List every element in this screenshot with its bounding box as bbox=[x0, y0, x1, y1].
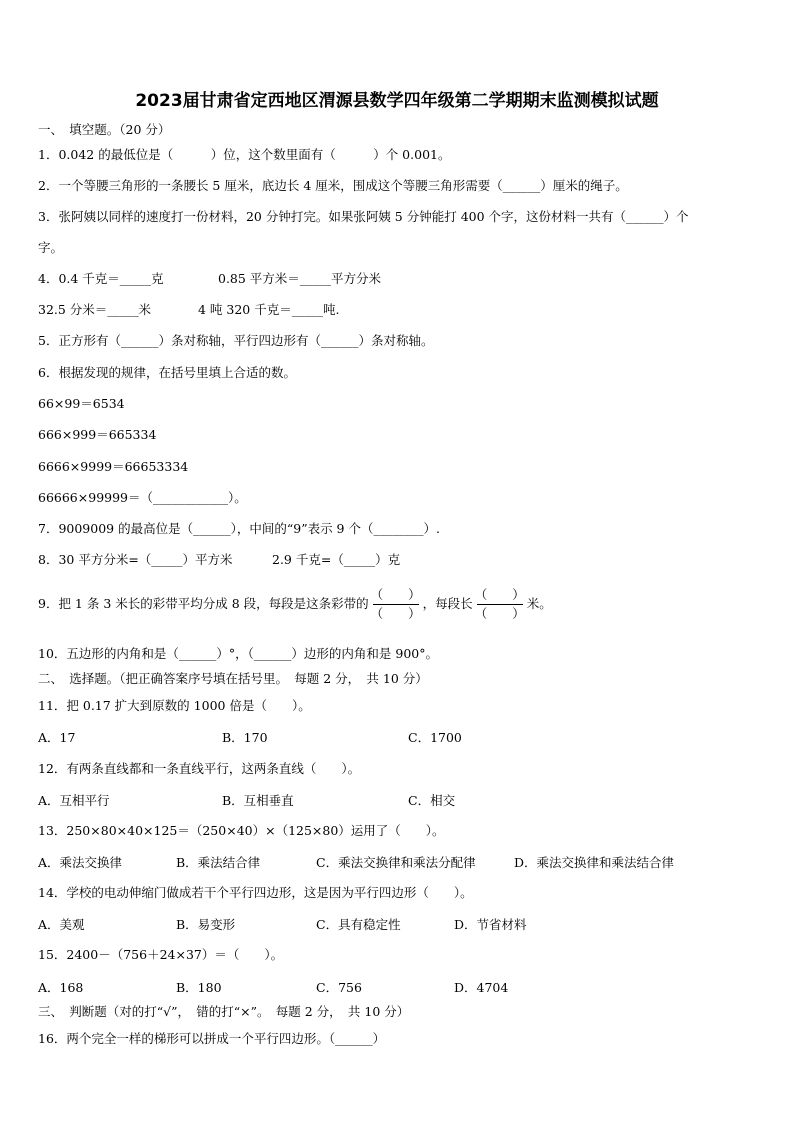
question-8-part-b: 2.9 千克=（_____）克 bbox=[272, 552, 401, 567]
question-10: 10．五边形的内角和是（______）°，（______）边形的内角和是 900°。 bbox=[38, 646, 438, 661]
question-9-text-b: ，每段长 bbox=[422, 596, 473, 611]
option-d: D．节省材料 bbox=[454, 917, 527, 932]
option-b: B．180 bbox=[176, 980, 222, 995]
question-16: 16．两个完全一样的梯形可以拼成一个平行四边形。（______） bbox=[38, 1031, 386, 1046]
question-9-text-a: 9．把 1 条 3 米长的彩带平均分成 8 段，每段是这条彩带的 bbox=[38, 596, 369, 611]
question-6-pattern-4: 66666×99999＝（____________）。 bbox=[38, 490, 247, 505]
section-fill-blank-heading: 一、 填空题。（20 分） bbox=[38, 122, 171, 137]
fraction-blank bbox=[371, 586, 421, 623]
question-2: 2．一个等腰三角形的一条腰长 5 厘米，底边长 4 厘米，围成这个等腰三角形需要（______）厘米的绳子。 bbox=[38, 178, 628, 193]
option-b: B．易变形 bbox=[176, 917, 236, 932]
question-4-part-a: 4．0.4 千克＝_____克 bbox=[38, 271, 164, 286]
option-c: C．乘法交换律和乘法分配律 bbox=[316, 855, 476, 870]
question-4-part-d: 4 吨 320 千克＝_____吨. bbox=[198, 302, 340, 317]
question-6: 6．根据发现的规律，在括号里填上合适的数。 bbox=[38, 365, 296, 380]
question-4-part-b: 0.85 平方米＝_____平方分米 bbox=[218, 271, 382, 286]
question-12: 12．有两条直线都和一条直线平行，这两条直线（ ）。 bbox=[38, 761, 361, 776]
question-9 bbox=[38, 584, 552, 624]
section-choice-heading: 二、 选择题。（把正确答案序号填在括号里。 每题 2 分， 共 10 分） bbox=[38, 671, 428, 686]
question-3-line-1: 3．张阿姨以同样的速度打一份材料，20 分钟打完。如果张阿姨 5 分钟能打 400 个字，这份材料一共有（______）个 bbox=[38, 209, 689, 224]
question-4-part-c: 32.5 分米＝_____米 bbox=[38, 302, 152, 317]
question-1: 1．0.042 的最低位是（ ）位，这个数里面有（ ）个 0.001。 bbox=[38, 147, 451, 162]
option-a: A．乘法交换律 bbox=[38, 855, 123, 870]
option-c: C．756 bbox=[316, 980, 362, 995]
question-15: 15．2400－（756＋24×37）＝（ ）。 bbox=[38, 947, 284, 962]
section-judge-heading: 三、 判断题（对的打“√”， 错的打“×”。 每题 2 分， 共 10 分） bbox=[38, 1004, 410, 1019]
fraction-numerator: （ ） bbox=[370, 587, 421, 602]
question-9-text-c: 米。 bbox=[526, 596, 552, 611]
option-d: D．乘法交换律和乘法结合律 bbox=[514, 855, 675, 870]
option-d: D．4704 bbox=[454, 980, 509, 995]
option-b: B．170 bbox=[222, 730, 268, 745]
fraction-blank bbox=[475, 586, 525, 623]
question-7: 7．9009009 的最高位是（______），中间的“9”表示 9 个（________）. bbox=[38, 521, 440, 536]
option-a: A．美观 bbox=[38, 917, 85, 932]
fraction-denominator: （ ） bbox=[474, 606, 525, 621]
option-b: B．互相垂直 bbox=[222, 793, 294, 808]
option-a: A．互相平行 bbox=[38, 793, 110, 808]
question-3-line-2: 字。 bbox=[38, 240, 64, 255]
option-c: C．相交 bbox=[408, 793, 456, 808]
question-11: 11．把 0.17 扩大到原数的 1000 倍是（ ）。 bbox=[38, 698, 311, 713]
fraction-denominator: （ ） bbox=[370, 606, 421, 621]
option-c: C．具有稳定性 bbox=[316, 917, 401, 932]
option-a: A．17 bbox=[38, 730, 76, 745]
question-6-pattern-2: 666×999＝665334 bbox=[38, 427, 157, 442]
question-8-part-a: 8．30 平方分米=（_____）平方米 bbox=[38, 552, 233, 567]
question-5: 5．正方形有（______）条对称轴，平行四边形有（______）条对称轴。 bbox=[38, 333, 434, 348]
fraction-numerator: （ ） bbox=[474, 587, 525, 602]
option-c: C．1700 bbox=[408, 730, 462, 745]
question-14: 14．学校的电动伸缩门做成若干个平行四边形，这是因为平行四边形（ ）。 bbox=[38, 885, 473, 900]
question-6-pattern-3: 6666×9999＝66653334 bbox=[38, 459, 189, 474]
option-a: A．168 bbox=[38, 980, 84, 995]
exam-title: 2023届甘肃省定西地区渭源县数学四年级第二学期期末监测模拟试题 bbox=[135, 91, 659, 111]
question-6-pattern-1: 66×99＝6534 bbox=[38, 396, 125, 411]
option-b: B．乘法结合律 bbox=[176, 855, 261, 870]
question-13: 13．250×80×40×125＝（250×40）×（125×80）运用了（ ）。 bbox=[38, 823, 445, 838]
